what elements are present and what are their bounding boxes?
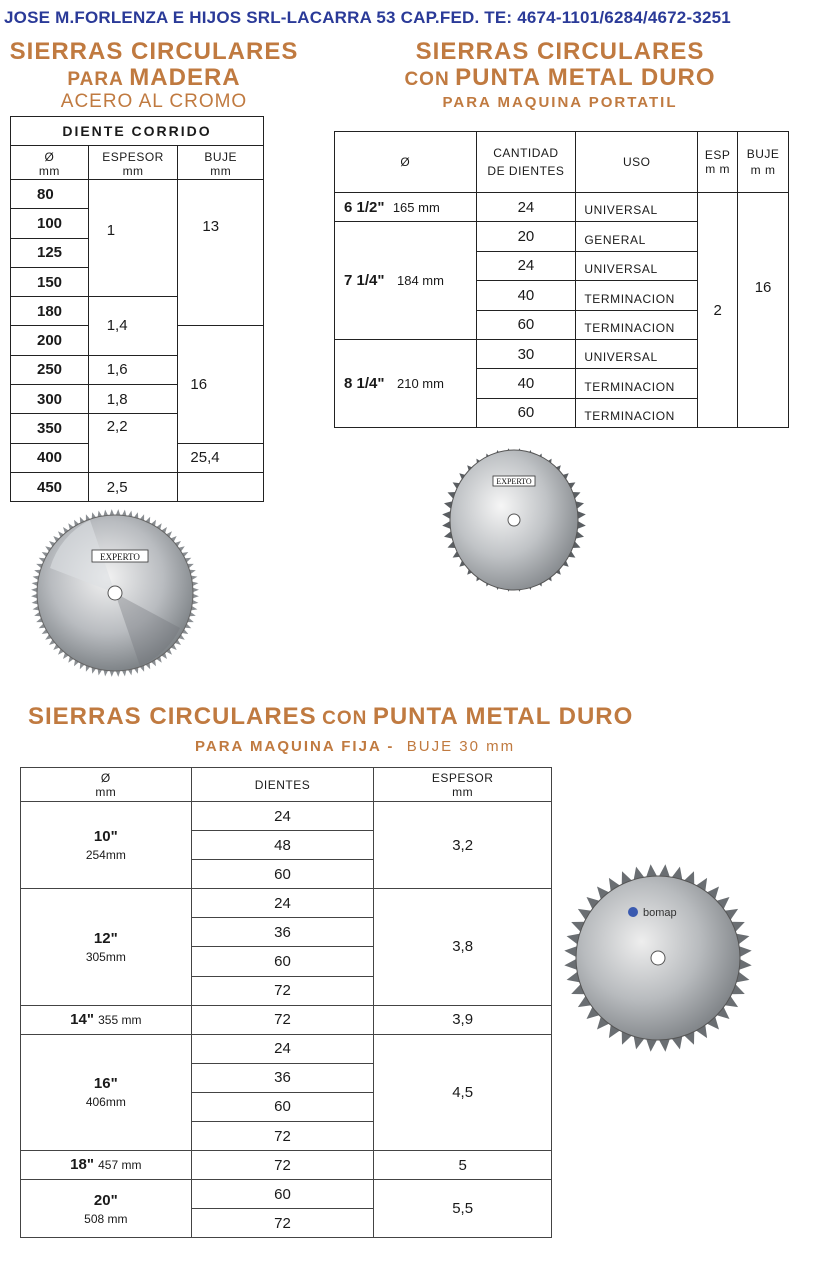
table-cell: 16 — [178, 326, 264, 443]
table-cell: 150 — [11, 267, 89, 296]
table-cell: 72 — [191, 1122, 374, 1151]
portatil-title — [370, 38, 750, 111]
table-cell: 3,2 — [374, 802, 552, 889]
table-cell: 3,8 — [374, 889, 552, 1005]
diam-group: 8 1/4" 210 mm — [335, 339, 477, 427]
table-cell: 24 — [476, 193, 576, 222]
table-cell: 350 — [11, 414, 89, 443]
table-cell: 36 — [191, 918, 374, 947]
col-cantidad-header: CANTIDAD DE DIENTES — [476, 132, 576, 193]
table-cell: 100 — [11, 209, 89, 238]
table-cell: 60 — [191, 947, 374, 976]
col-espesor-header: ESPESOR mm — [88, 146, 178, 180]
table-cell: 20 — [476, 222, 576, 251]
table-cell: 60 — [191, 1180, 374, 1209]
madera-title-line3: ACERO AL CROMO — [60, 91, 248, 112]
portatil-title-line3: PARA MAQUINA PORTATIL — [442, 94, 678, 111]
table-cell: 3,9 — [374, 1005, 552, 1034]
brand-text: EXPERTO — [496, 477, 532, 486]
table-cell: 1,6 — [88, 355, 178, 384]
madera-table — [10, 116, 264, 502]
table-cell: 16 — [738, 193, 789, 428]
blade-image-madera — [30, 508, 200, 678]
table-cell: 180 — [11, 297, 89, 326]
fija-subtitle: PARA MAQUINA FIJA - BUJE 30 mm — [195, 738, 516, 755]
table-cell: 60 — [191, 860, 374, 889]
company-header: JOSE M.FORLENZA E HIJOS SRL-LACARRA 53 CAP.FED. TE: 4674-1101/6284/4672-3251 — [4, 8, 731, 27]
table-cell: 24 — [191, 1034, 374, 1063]
table-cell: 24 — [191, 802, 374, 831]
table-cell: 300 — [11, 385, 89, 414]
madera-title-prefix: PARA — [67, 69, 124, 90]
table-cell: GENERAL — [576, 222, 698, 251]
table-cell: 2 — [698, 193, 738, 428]
diam-group: 16" 406mm — [21, 1034, 192, 1150]
table-cell: 60 — [191, 1092, 374, 1121]
col-espesor-header: ESPESOR mm — [374, 768, 552, 802]
blade-image-fija — [563, 860, 753, 1056]
table-cell: 250 — [11, 355, 89, 384]
table-cell: 30 — [476, 339, 576, 368]
table-cell: 5 — [374, 1151, 552, 1180]
col-diam-header: Ø — [335, 132, 477, 193]
table-cell: 60 — [476, 398, 576, 427]
col-diam-header: Ø mm — [11, 146, 89, 180]
arbor-hole — [108, 586, 122, 600]
table-cell: TERMINACION — [576, 310, 698, 339]
brand-text: EXPERTO — [100, 552, 140, 562]
table-cell: 60 — [476, 310, 576, 339]
table-title: DIENTE CORRIDO — [11, 117, 264, 146]
table-cell: 13 — [178, 180, 264, 326]
table-cell: TERMINACION — [576, 369, 698, 398]
diam-group: 20" 508 mm — [21, 1180, 192, 1238]
table-cell: UNIVERSAL — [576, 193, 698, 222]
table-cell: 200 — [11, 326, 89, 355]
diam-group: 14" 355 mm — [21, 1005, 192, 1034]
madera-title — [0, 38, 308, 113]
table-cell: 72 — [191, 1209, 374, 1238]
arbor-hole — [651, 951, 665, 965]
portatil-title-line1: SIERRAS CIRCULARES — [415, 38, 705, 65]
table-cell — [178, 472, 264, 501]
fija-table — [20, 767, 552, 1238]
table-cell: 48 — [191, 831, 374, 860]
diam-group: 6 1/2" 165 mm — [335, 193, 477, 222]
table-cell: 72 — [191, 1151, 374, 1180]
table-cell: 40 — [476, 281, 576, 310]
table-cell: 40 — [476, 369, 576, 398]
portatil-title-prefix: CON — [404, 69, 450, 90]
table-cell: 24 — [476, 251, 576, 280]
portatil-title-main: PUNTA METAL DURO — [455, 64, 716, 91]
table-cell: 72 — [191, 976, 374, 1005]
col-buje-header: BUJE m m — [738, 132, 789, 193]
diam-group: 18" 457 mm — [21, 1151, 192, 1180]
table-cell: 25,4 — [178, 443, 264, 472]
table-cell: 1,4 — [88, 297, 178, 356]
table-cell: 450 — [11, 472, 89, 501]
madera-title-line1: SIERRAS CIRCULARES — [9, 38, 299, 65]
blade-image-portatil — [441, 440, 587, 600]
madera-title-main: MADERA — [129, 64, 241, 91]
table-cell: 2,2 — [88, 414, 178, 473]
table-cell: 1,8 — [88, 385, 178, 414]
diam-group: 10" 254mm — [21, 802, 192, 889]
table-cell: 2,5 — [88, 472, 178, 501]
table-cell: 36 — [191, 1063, 374, 1092]
table-cell: 72 — [191, 1005, 374, 1034]
diam-group: 12" 305mm — [21, 889, 192, 1005]
diam-group: 7 1/4" 184 mm — [335, 222, 477, 340]
table-cell: TERMINACION — [576, 281, 698, 310]
table-cell: 80 — [11, 180, 89, 209]
portatil-table — [334, 131, 789, 428]
table-cell: 1 — [88, 180, 178, 297]
arbor-hole — [508, 514, 520, 526]
table-cell: 4,5 — [374, 1034, 552, 1150]
table-cell: TERMINACION — [576, 398, 698, 427]
brand-logo-icon — [628, 907, 638, 917]
col-uso-header: USO — [576, 132, 698, 193]
col-dientes-header: DIENTES — [191, 768, 374, 802]
table-cell: 24 — [191, 889, 374, 918]
table-cell: UNIVERSAL — [576, 251, 698, 280]
col-esp-header: ESP m m — [698, 132, 738, 193]
fija-title: SIERRAS CIRCULARES CON PUNTA METAL DURO — [28, 703, 634, 730]
table-cell: 125 — [11, 238, 89, 267]
table-cell: 5,5 — [374, 1180, 552, 1238]
table-cell: UNIVERSAL — [576, 339, 698, 368]
col-buje-header: BUJE mm — [178, 146, 264, 180]
table-cell: 400 — [11, 443, 89, 472]
col-diam-header: Ø mm — [21, 768, 192, 802]
brand-text: bomap — [643, 907, 677, 919]
